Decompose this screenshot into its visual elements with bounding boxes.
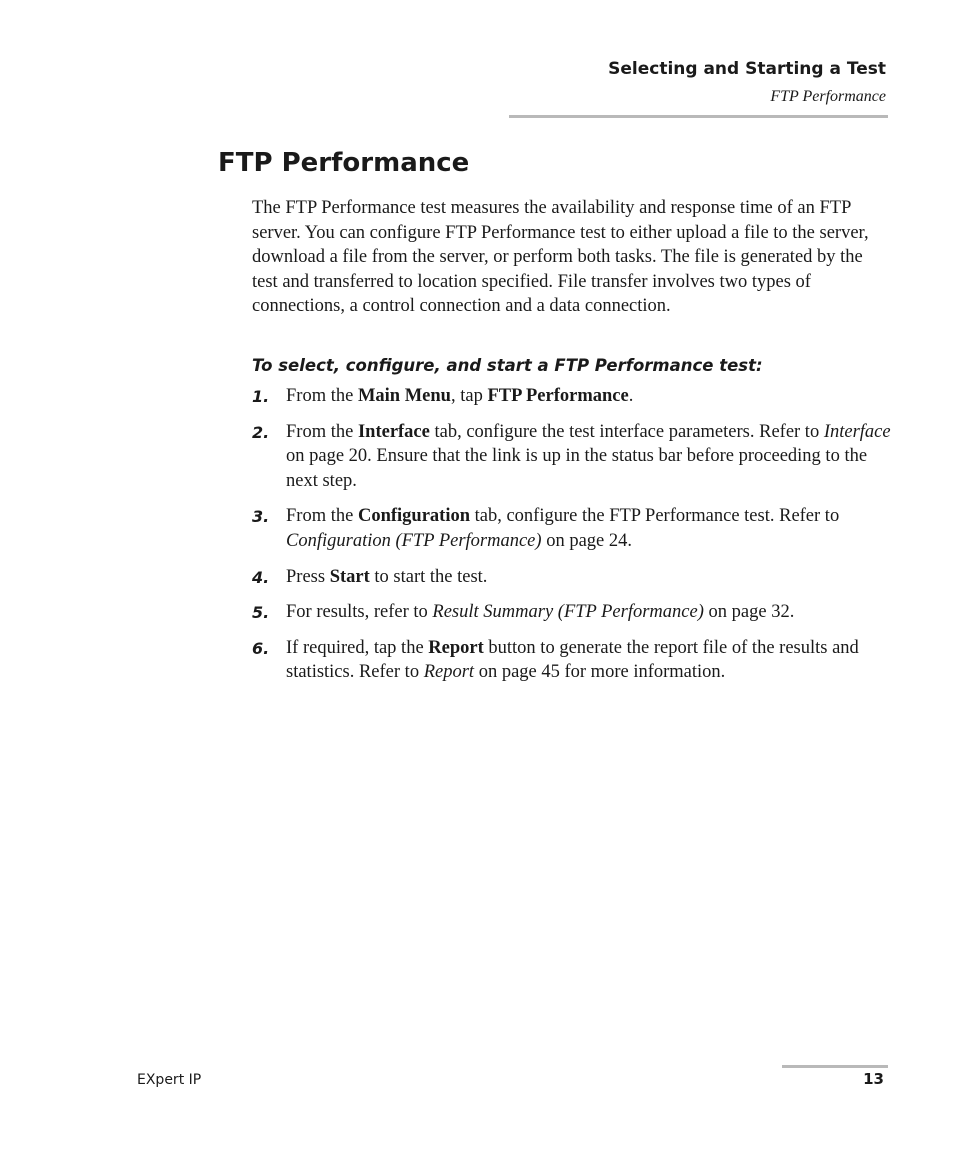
footer-product-name: EXpert IP [137, 1072, 202, 1088]
chapter-title: Selecting and Starting a Test [608, 59, 886, 79]
step-text: From the [286, 386, 358, 406]
step-3 [252, 504, 892, 553]
cross-reference: Report [423, 662, 475, 683]
step-text: to start the test. [369, 566, 488, 587]
ui-term: Report [428, 637, 484, 658]
step-text: , tap [450, 386, 488, 406]
ui-term: Main Menu [357, 386, 451, 406]
step-text: on page 45 for more information. [474, 662, 726, 683]
ui-term: Start [329, 566, 370, 587]
footer-rule [782, 1065, 888, 1068]
intro-paragraph: The FTP Performance test measures the availability and response time of an FTP server. You can configure FTP Performance test to either upload a file to the server, download a file from the server, or perform both tasks. The file is generated by the test and transferred to location specified. File transfer involves two types of connections, a control connection and a data connection. [252, 198, 869, 317]
step-text: button to generate the report file of the results and statistics. Refer to [286, 637, 859, 683]
step-text: If required, tap the [286, 637, 429, 658]
step-number: 2. [252, 422, 270, 442]
step-text: For results, refer to [286, 602, 433, 623]
cross-reference: Interface [823, 421, 891, 442]
step-text: From the [286, 506, 358, 527]
step-text: tab, configure the FTP Performance test. Refer to [470, 506, 840, 527]
step-text: Press [286, 566, 330, 587]
step-text: tab, configure the test interface parameters. Refer to [429, 421, 824, 442]
step-number: 1. [252, 387, 270, 406]
step-2 [252, 420, 892, 494]
step-number: 3. [252, 507, 270, 527]
cross-reference: Configuration (FTP Performance) [286, 530, 542, 551]
ui-term: Configuration [357, 506, 470, 527]
page-number: 13 [863, 1070, 884, 1088]
step-text: on page 32. [703, 602, 795, 623]
step-5 [252, 600, 892, 625]
step-text: From the [286, 421, 358, 442]
step-1 [252, 384, 892, 409]
section-title: FTP Performance [770, 88, 886, 105]
step-number: 6. [252, 638, 270, 658]
cross-reference: Result Summary (FTP Performance) [432, 602, 704, 623]
procedure-heading: To select, configure, and start a FTP Performance test: [252, 356, 763, 375]
page-title: FTP Performance [218, 148, 470, 178]
step-number: 4. [252, 567, 270, 587]
step-text: . [628, 386, 634, 406]
ui-term: Interface [357, 421, 430, 442]
step-list [252, 384, 892, 696]
running-header [608, 58, 886, 108]
header-rule [509, 115, 888, 118]
step-4 [252, 565, 892, 590]
ui-term: FTP Performance [487, 386, 629, 406]
step-text: on page 24. [541, 530, 632, 551]
step-number: 5. [252, 603, 270, 623]
step-6 [252, 636, 892, 685]
step-text: on page 20. Ensure that the link is up in the status bar before proceeding to the next step. [286, 446, 868, 491]
